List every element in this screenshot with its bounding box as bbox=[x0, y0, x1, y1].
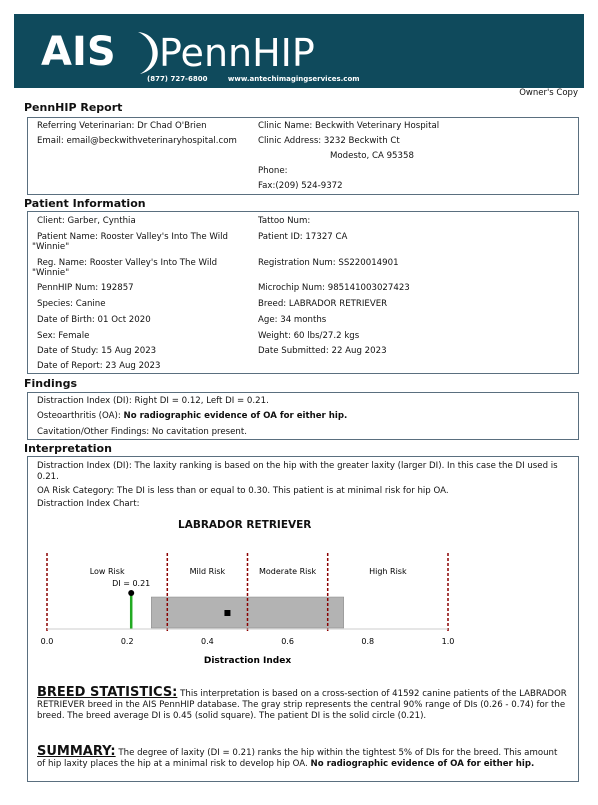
age: Age: 34 months bbox=[258, 315, 327, 325]
pennhip-num: PennHIP Num: 192857 bbox=[37, 283, 134, 293]
oa-risk-category: OA Risk Category: The DI is less than or equal to 0.30. This patient is at minimal risk for hip OA. bbox=[37, 486, 449, 496]
summary-heading: SUMMARY: bbox=[37, 744, 116, 759]
risk-zone-label-0: Low Risk bbox=[89, 567, 125, 576]
distraction-index-chart bbox=[0, 540, 598, 675]
summary-bold-text: No radiographic evidence of OA for either hip. bbox=[310, 759, 535, 769]
breed-stats-heading: BREED STATISTICS: bbox=[37, 685, 178, 700]
risk-zone-label-2: Moderate Risk bbox=[259, 567, 317, 576]
date-of-birth: Date of Birth: 01 Oct 2020 bbox=[37, 315, 151, 325]
date-submitted: Date Submitted: 22 Aug 2023 bbox=[258, 346, 387, 356]
findings-title: Findings bbox=[24, 377, 78, 390]
clinic-city: Modesto, CA 95358 bbox=[330, 151, 414, 161]
x-tick-label-1: 0.2 bbox=[120, 637, 134, 646]
summary bbox=[37, 746, 567, 770]
breed-stats-text: This interpretation is based on a cross-section of 41592 canine patients of the LABRADOR RETRIEVER breed in the AIS PennHIP database. The gray strip represents the central 90% range of DIs (0.26 - 0.74) for the breed. The breed average DI is 0.45 (solid square). The patient DI is the solid circle (0.21). bbox=[37, 689, 567, 721]
header-contact bbox=[147, 75, 378, 83]
chart-label: Distraction Index Chart: bbox=[37, 499, 140, 509]
brand-ais: AIS bbox=[41, 29, 116, 75]
report-title: PennHIP Report bbox=[24, 101, 123, 114]
client: Client: Garber, Cynthia bbox=[37, 216, 136, 226]
brand-pennhip: PennHIP bbox=[159, 31, 315, 75]
patient-di-label: DI = 0.21 bbox=[112, 579, 151, 588]
x-tick-label-0: 0.0 bbox=[40, 637, 54, 646]
interpretation-title: Interpretation bbox=[24, 442, 112, 455]
oa-label: Osteoarthritis (OA): bbox=[37, 411, 121, 421]
owners-copy-label: Owner's Copy bbox=[519, 88, 578, 98]
tattoo: Tattoo Num: bbox=[258, 216, 311, 226]
registration-num: Registration Num: SS220014901 bbox=[258, 258, 399, 268]
risk-zone-label-1: Mild Risk bbox=[189, 567, 226, 576]
header-phone: (877) 727-6800 bbox=[147, 75, 208, 83]
chart-title: LABRADOR RETRIEVER bbox=[178, 519, 312, 531]
clinic-phone: Phone: bbox=[258, 166, 288, 176]
findings-cavitation: Cavitation/Other Findings: No cavitation present. bbox=[37, 427, 247, 437]
reg-name: Reg. Name: Rooster Valley's Into The Wild "Winnie" bbox=[32, 258, 218, 278]
microchip-num: Microchip Num: 985141003027423 bbox=[258, 283, 410, 293]
clinic-address: Clinic Address: 3232 Beckwith Ct bbox=[258, 136, 400, 146]
sex: Sex: Female bbox=[37, 331, 90, 341]
summary-text: The degree of laxity (DI = 0.21) ranks the hip within the tightest 5% of DIs for the breed. This amount of hip laxity places the hip at a minimal risk to develop hip OA. bbox=[37, 748, 558, 769]
patient-title: Patient Information bbox=[24, 197, 146, 210]
patient-di-circle bbox=[128, 590, 134, 596]
findings-oa bbox=[37, 411, 347, 421]
breed: Breed: LABRADOR RETRIEVER bbox=[258, 299, 388, 309]
clinic-fax: Fax:(209) 524-9372 bbox=[258, 181, 343, 191]
email: Email: email@beckwithveterinaryhospital.com bbox=[37, 136, 237, 146]
findings-di: Distraction Index (DI): Right DI = 0.12, Left DI = 0.21. bbox=[37, 396, 269, 406]
header-banner bbox=[14, 14, 584, 88]
header-website: www.antechimagingservices.com bbox=[227, 75, 360, 83]
species: Species: Canine bbox=[37, 299, 106, 309]
x-tick-label-3: 0.6 bbox=[281, 637, 294, 646]
risk-zone-label-3: High Risk bbox=[369, 567, 407, 576]
interpretation-di: Distraction Index (DI): The laxity ranking is based on the hip with the greater laxity (larger DI). In this case the DI used is 0.21. bbox=[37, 461, 558, 482]
x-tick-label-4: 0.8 bbox=[361, 637, 375, 646]
breed-average-square bbox=[224, 610, 230, 616]
x-tick-label-5: 1.0 bbox=[441, 637, 455, 646]
x-tick-label-2: 0.4 bbox=[201, 637, 214, 646]
patient-name: Patient Name: Rooster Valley's Into The Wild "Winnie" bbox=[32, 232, 228, 252]
referring-vet: Referring Veterinarian: Dr Chad O'Brien bbox=[37, 121, 207, 131]
date-of-study: Date of Study: 15 Aug 2023 bbox=[37, 346, 157, 356]
clinic-name: Clinic Name: Beckwith Veterinary Hospital bbox=[258, 121, 440, 131]
oa-value: No radiographic evidence of OA for either hip. bbox=[123, 411, 348, 421]
date-of-report: Date of Report: 23 Aug 2023 bbox=[37, 361, 161, 371]
breed-statistics bbox=[37, 687, 567, 722]
patient-id: Patient ID: 17327 CA bbox=[258, 232, 348, 242]
weight: Weight: 60 lbs/27.2 kgs bbox=[258, 331, 360, 341]
x-axis-label: Distraction Index bbox=[203, 656, 292, 666]
